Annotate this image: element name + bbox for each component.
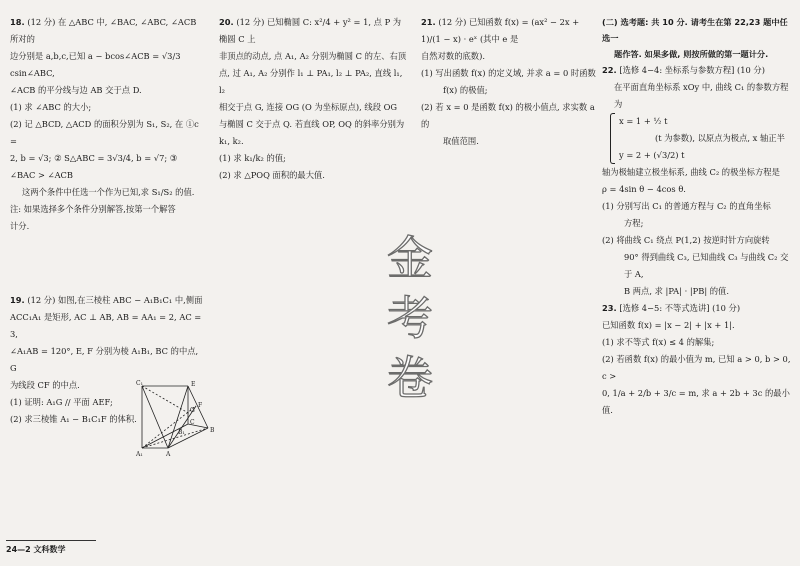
question-number: 18. [10, 17, 25, 27]
elective-section [602, 14, 792, 419]
question-number: 20. [219, 17, 234, 27]
system-eq-2: y = 2 + (√3/2) t [619, 150, 685, 160]
q22-line-3: ρ = 4sin θ − 4cos θ. [602, 184, 686, 194]
label-g: G [190, 407, 195, 414]
q18-line-0: (12 分) 在 △ABC 中, ∠BAC, ∠ABC, ∠ACB 所对的 [10, 17, 197, 44]
question-number: 22. [602, 65, 617, 75]
q21-line-5: 取值范围. [443, 136, 479, 146]
q20-line-7: (2) 求 △POQ 面积的最大值. [219, 170, 325, 180]
q19-line-5: (2) 求三棱锥 A₁ − B₁C₁F 的体积. [10, 414, 137, 424]
page-footer [6, 544, 65, 555]
q22-line-2: 轴为极轴建立极坐标系, 曲线 C₂ 的极坐标方程是 [602, 167, 780, 177]
q20-line-5: k₁, k₂. [219, 136, 244, 146]
watermark-char: 卷 [387, 351, 433, 405]
q20-line-3: 相交于点 G, 连接 OG (O 为坐标原点), 线段 OG [219, 102, 398, 112]
q18-line-5: 2, b = √3; ② S△ABC = 3√3/4, b = √7; ③ ∠BAC > ∠ACB [10, 153, 178, 180]
q22-part1-cont: 方程; [624, 218, 644, 228]
q22-line-1: 在平面直角坐标系 xOy 中, 曲线 C₁ 的参数方程为 [614, 82, 789, 109]
prism-figure [128, 378, 223, 458]
brace-icon [610, 113, 615, 164]
q22-title: [选修 4−4: 坐标系与参数方程] (10 分) [619, 65, 765, 75]
label-b1: B₁ [178, 429, 185, 436]
q21-line-3: f(x) 的极值; [443, 85, 488, 95]
q22-part2-cont2: B 两点, 求 |PA| · |PB| 的值. [624, 286, 729, 296]
q20-line-2: 点, 过 A₁, A₂ 分别作 l₁ ⊥ PA₁, l₂ ⊥ PA₂, 直线 l₁, l₂ [219, 68, 403, 95]
section-header: (二) 选考题: 共 10 分. 请考生在第 22,23 题中任选一 [602, 17, 788, 43]
label-c1: C₁ [136, 380, 143, 387]
system-eq-1: x = 1 + ½ t [619, 116, 668, 126]
q21-line-4: (2) 若 x = 0 是函数 f(x) 的极小值点, 求实数 a 的 [421, 102, 595, 129]
label-a1: A₁ [136, 451, 143, 458]
watermark-stamp [380, 228, 440, 408]
q20-line-4: 与椭圆 C 交于点 Q. 若直线 OP, OQ 的斜率分别为 [219, 119, 405, 129]
question-number: 21. [421, 17, 436, 27]
q23-line-4: 0, 1/a + 2/b + 3/c = m, 求 a + 2b + 3c 的最小值. [602, 388, 790, 415]
q18-line-8: 计分. [10, 221, 30, 231]
system-note: (t 为参数), 以原点为极点, x 轴正半 [655, 133, 785, 143]
label-c: C [190, 419, 195, 426]
q21-line-1: 自然对数的底数). [421, 51, 485, 61]
section-header-cont: 题作答. 如果多做, 则按所做的第一题计分. [614, 49, 769, 59]
question-20 [219, 14, 407, 184]
footer-rule [6, 540, 96, 541]
parametric-system [610, 113, 792, 164]
q19-line-4: (1) 证明: A₁G // 平面 AEF; [10, 397, 113, 407]
q18-line-6: 这两个条件中任选一个作为已知,求 S₁/S₂ 的值. [22, 187, 195, 197]
q18-line-7: 注: 如果选择多个条件分别解答,按第一个解答 [10, 204, 176, 214]
watermark-char: 考 [387, 291, 433, 345]
q22-part2: (2) 将曲线 C₁ 绕点 P(1,2) 按逆时针方向旋转 [602, 235, 770, 245]
q18-line-2: ∠ACB 的平分线与边 AB 交于点 D. [10, 85, 142, 95]
q18-line-1: 边分别是 a,b,c,已知 a − bcos∠ACB = √3/3 csin∠ABC, [10, 51, 181, 78]
q21-line-0: (12 分) 已知函数 f(x) = (ax² − 2x + 1)/(1 − x) · eˣ (其中 e 是 [421, 17, 580, 44]
q23-line-3: (2) 若函数 f(x) 的最小值为 m, 已知 a > 0, b > 0, c > [602, 354, 791, 381]
q23-line-1: 已知函数 f(x) = |x − 2| + |x + 1|. [602, 320, 735, 330]
page-number: 24—2 文科数学 [6, 545, 66, 554]
q19-line-2: ∠A₁AB = 120°, E, F 分别为棱 A₁B₁, BC 的中点, G [10, 346, 199, 373]
label-f: F [198, 402, 203, 409]
q21-line-2: (1) 写出函数 f(x) 的定义域, 并求 a = 0 时函数 [421, 68, 596, 78]
q20-line-6: (1) 求 k₁/k₂ 的值; [219, 153, 286, 163]
label-b: B [210, 427, 215, 434]
q22-part2-cont: 90° 得到曲线 C₃, 已知曲线 C₃ 与曲线 C₂ 交于 A, [624, 252, 789, 279]
q23-line-2: (1) 求不等式 f(x) ≤ 4 的解集; [602, 337, 715, 347]
question-number: 19. [10, 295, 25, 305]
question-number: 23. [602, 303, 617, 313]
q19-line-0: (12 分) 如图,在三棱柱 ABC − A₁B₁C₁ 中,侧面 [27, 295, 203, 305]
q19-line-1: ACC₁A₁ 是矩形, AC ⊥ AB, AB = AA₁ = 2, AC = 3, [10, 312, 202, 339]
question-21 [421, 14, 596, 150]
q22-part1: (1) 分别写出 C₁ 的普通方程与 C₂ 的直角坐标 [602, 201, 771, 211]
question-18 [10, 14, 205, 235]
q20-line-0: (12 分) 已知椭圆 C: x²/4 + y² = 1, 点 P 为椭圆 C 上 [219, 17, 402, 44]
q23-title: [选修 4−5: 不等式选讲] (10 分) [619, 303, 741, 313]
q19-line-3: 为线段 CF 的中点. [10, 380, 80, 390]
q18-line-4: (2) 记 △BCD, △ACD 的面积分别为 S₁, S₂, 在 ①c = [10, 119, 199, 146]
label-e: E [191, 381, 196, 388]
q20-line-1: 非顶点的动点, 点 A₁, A₂ 分别为椭圆 C 的左、右顶 [219, 51, 407, 61]
label-a: A [166, 451, 171, 458]
watermark-char: 金 [387, 231, 433, 285]
q18-line-3: (1) 求 ∠ABC 的大小; [10, 102, 92, 112]
